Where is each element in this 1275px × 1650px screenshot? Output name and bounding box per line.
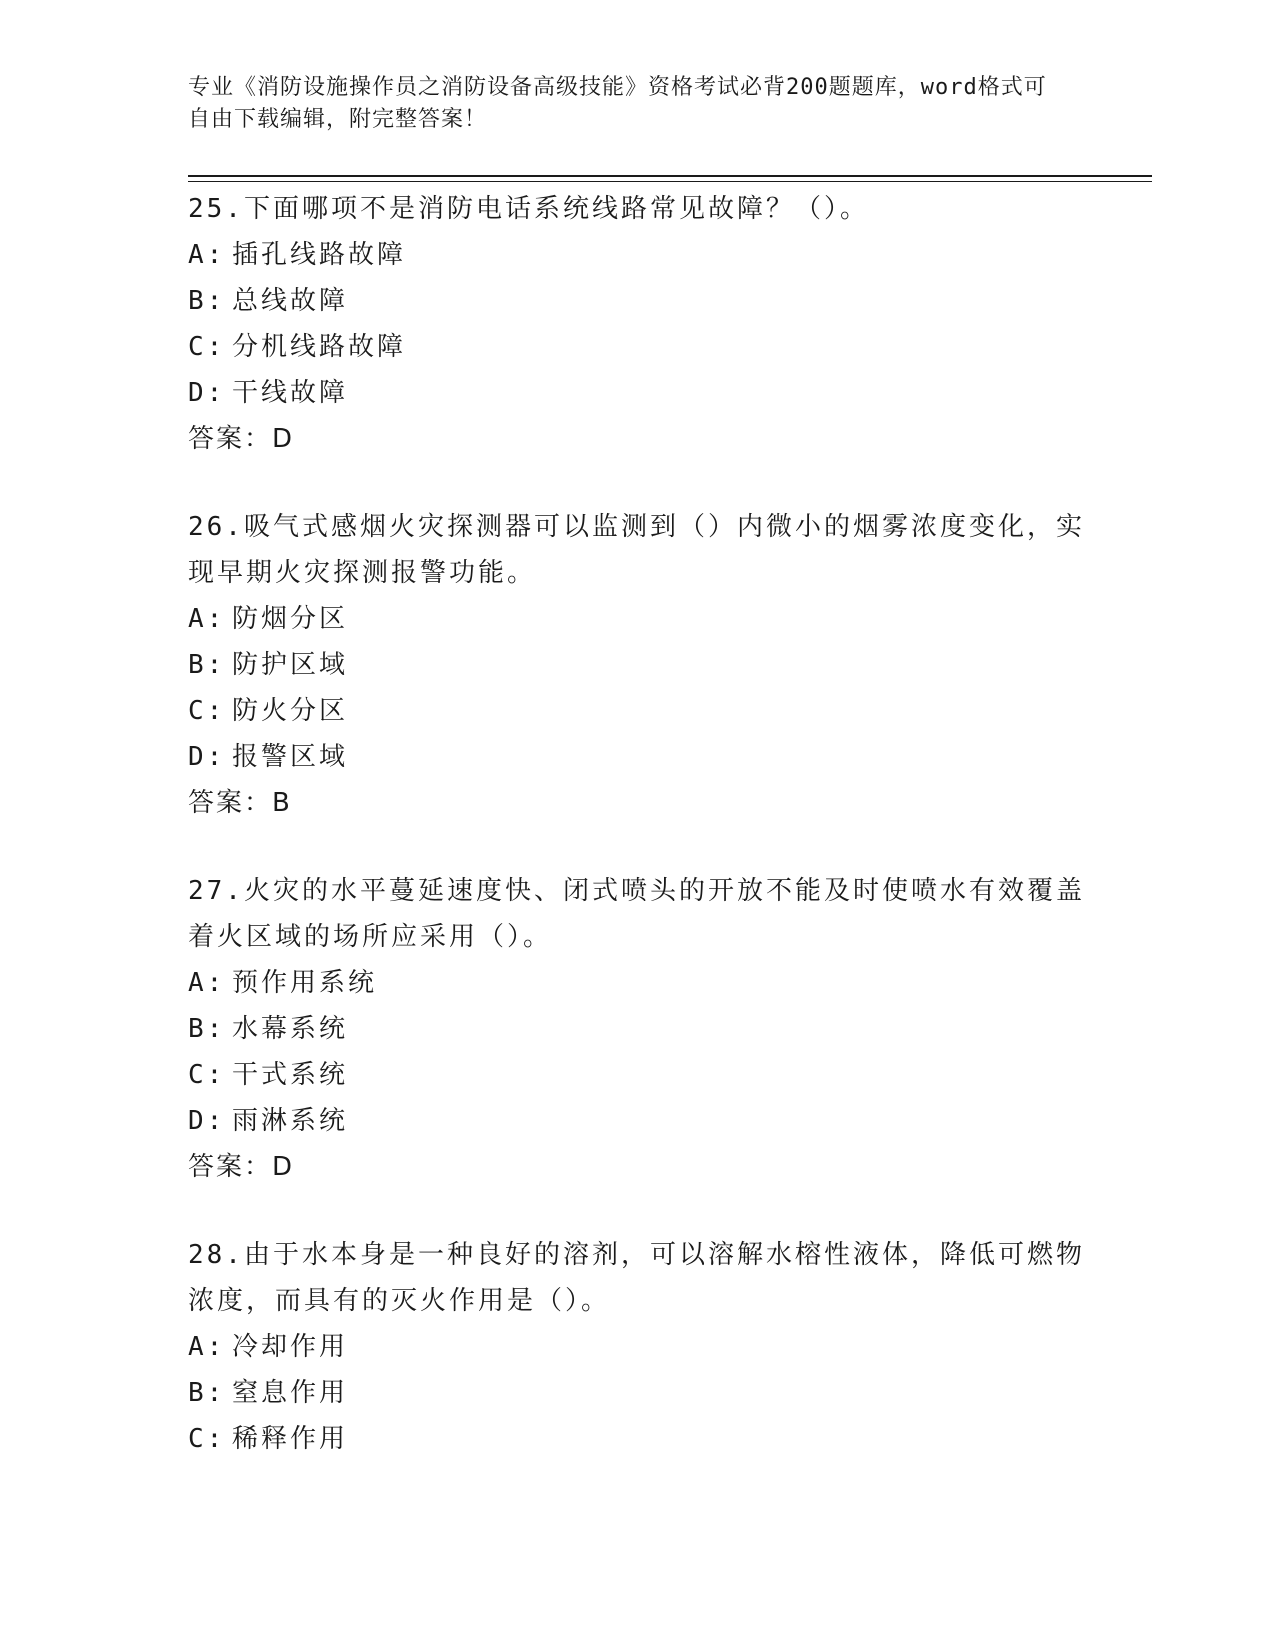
option-key: C: — [188, 332, 226, 362]
option-c — [188, 1052, 1088, 1098]
answer-line: 答案：B — [188, 788, 292, 818]
option-text: 冷却作用 — [232, 1332, 349, 1362]
option-key: B: — [188, 650, 226, 680]
option-key: A: — [188, 604, 226, 634]
answer-line: 答案：D — [188, 1152, 295, 1182]
option-text: 防烟分区 — [232, 604, 349, 634]
option-b — [188, 1370, 1088, 1416]
option-text: 稀释作用 — [232, 1424, 349, 1454]
document-header: 专业《消防设施操作员之消防设备高级技能》资格考试必背200题题库，word格式可自由下载编辑，附完整答案！ — [188, 75, 1047, 132]
question-26 — [188, 504, 1088, 826]
question-text: 27.火灾的水平蔓延速度快、闭式喷头的开放不能及时使喷水有效覆盖着火区域的场所应采用（）。 — [188, 876, 1085, 952]
option-d — [188, 370, 1088, 416]
option-key: D: — [188, 742, 226, 772]
option-key: D: — [188, 1106, 226, 1136]
option-a — [188, 960, 1088, 1006]
option-text: 防护区域 — [232, 650, 349, 680]
answer-line: 答案：D — [188, 424, 295, 454]
option-c — [188, 1416, 1088, 1462]
option-text: 防火分区 — [232, 696, 349, 726]
option-key: A: — [188, 968, 226, 998]
option-text: 窒息作用 — [232, 1378, 349, 1408]
option-key: B: — [188, 1014, 226, 1044]
option-key: C: — [188, 1060, 226, 1090]
option-b — [188, 278, 1088, 324]
option-key: B: — [188, 1378, 226, 1408]
question-list — [188, 186, 1088, 1504]
option-d — [188, 1098, 1088, 1144]
option-text: 分机线路故障 — [232, 332, 407, 362]
option-text: 预作用系统 — [232, 968, 378, 998]
option-c — [188, 688, 1088, 734]
question-28 — [188, 1232, 1088, 1462]
option-key: D: — [188, 378, 226, 408]
option-a — [188, 232, 1088, 278]
question-25 — [188, 186, 1088, 462]
option-text: 干线故障 — [232, 378, 349, 408]
option-text: 雨淋系统 — [232, 1106, 349, 1136]
question-27 — [188, 868, 1088, 1190]
option-key: C: — [188, 1424, 226, 1454]
question-text: 25.下面哪项不是消防电话系统线路常见故障？（）。 — [188, 194, 869, 224]
option-key: A: — [188, 1332, 226, 1362]
option-text: 水幕系统 — [232, 1014, 349, 1044]
question-text: 26.吸气式感烟火灾探测器可以监测到（）内微小的烟雾浓度变化，实现早期火灾探测报警功能。 — [188, 512, 1085, 588]
option-c — [188, 324, 1088, 370]
option-text: 插孔线路故障 — [232, 240, 407, 270]
option-key: A: — [188, 240, 226, 270]
option-b — [188, 642, 1088, 688]
header-divider-thin — [188, 181, 1152, 182]
option-d — [188, 734, 1088, 780]
option-a — [188, 1324, 1088, 1370]
option-text: 报警区域 — [232, 742, 349, 772]
question-text: 28.由于水本身是一种良好的溶剂，可以溶解水榕性液体，降低可燃物浓度，而具有的灭火作用是（）。 — [188, 1240, 1085, 1316]
option-b — [188, 1006, 1088, 1052]
option-text: 干式系统 — [232, 1060, 349, 1090]
option-text: 总线故障 — [232, 286, 349, 316]
option-a — [188, 596, 1088, 642]
header-divider-thick — [188, 175, 1152, 177]
option-key: B: — [188, 286, 226, 316]
option-key: C: — [188, 696, 226, 726]
